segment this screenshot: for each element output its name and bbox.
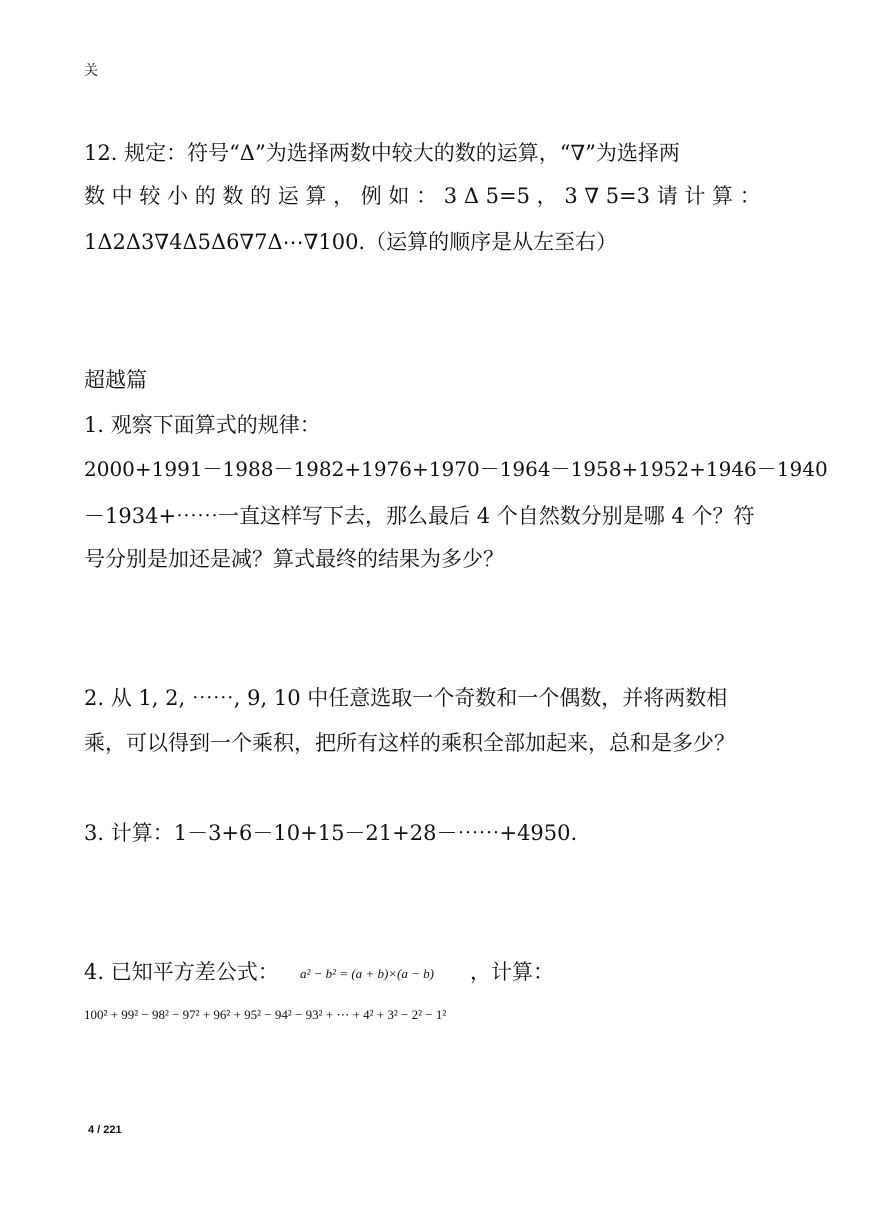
problem-1-line-2: 2000+1991－1988－1982+1976+1970－1964－1958+1952+1946－1940	[84, 457, 828, 481]
problem-3-line-1: 3. 计算：1－3+6－10+15－21+28－⋯⋯+4950.	[84, 821, 578, 845]
problem-2-line-2: 乘，可以得到一个乘积，把所有这样的乘积全部加起来，总和是多少？	[84, 731, 735, 755]
section-title: 超越篇	[84, 368, 147, 392]
page-indicator: 4 / 221	[88, 1124, 122, 1136]
problem-4-intro	[84, 962, 279, 983]
problem-1-line-1: 1. 观察下面算式的规律：	[84, 413, 321, 437]
problem-1-line-4: 号分别是加还是减？算式最终的结果为多少？	[84, 547, 504, 571]
problem-12-line-2: 数 中 较 小 的 数 的 运 算 ， 例 如 ： 3 Δ 5=5 ， 3 ∇ 5=3 请 计 算 ：	[84, 184, 761, 208]
problem-4-intro-text: 4. 已知平方差公式：	[84, 960, 279, 984]
problem-1-line-3: －1934+⋯⋯一直这样写下去，那么最后 4 个自然数分别是哪 4 个？符	[84, 504, 755, 528]
problem-12-line-1: 12. 规定：符号“Δ”为选择两数中较大的数的运算，“∇”为选择两	[84, 141, 680, 165]
problem-4-expression: 100² + 99² − 98² − 97² + 96² + 95² − 94² − 93² + ⋯ + 4² + 3² − 2² − 1²	[84, 1007, 447, 1022]
problem-12-line-3: 1Δ2Δ3∇4Δ5Δ6∇7Δ⋯∇100.（运算的顺序是从左至右）	[84, 230, 618, 254]
difference-of-squares-formula: a² − b² = (a + b)×(a − b)	[300, 966, 434, 981]
problem-4-outro: ，计算：	[470, 960, 554, 984]
problem-2-line-1: 2. 从 1, 2, ⋯⋯, 9, 10 中任意选取一个奇数和一个偶数，并将两数相	[84, 686, 728, 710]
header-fragment: 关	[84, 63, 98, 79]
